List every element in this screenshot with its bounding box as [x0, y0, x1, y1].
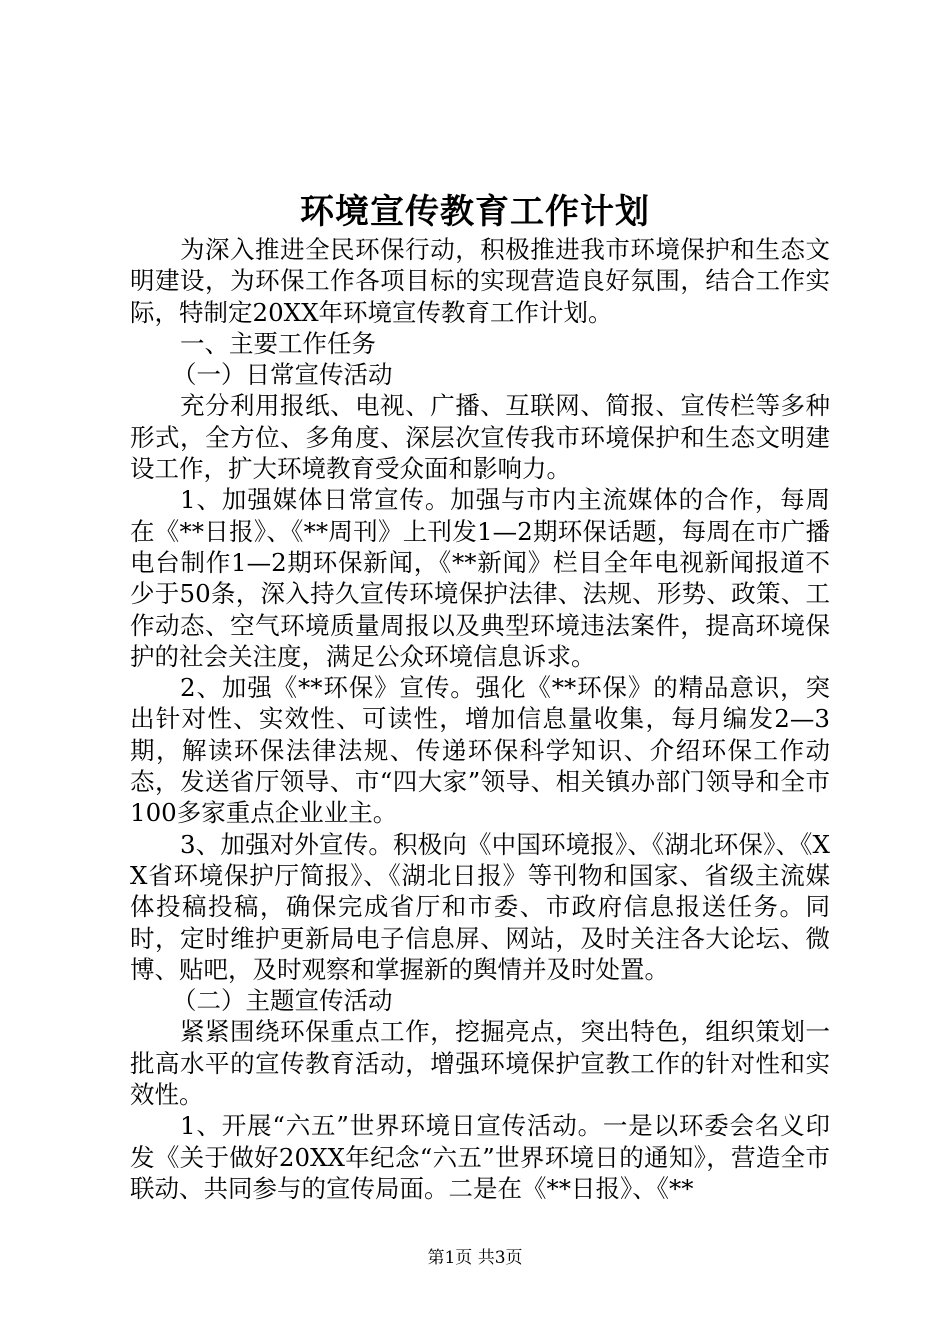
environment-journal-paragraph: 2、加强《**环保》宣传。强化《**环保》的精品意识，突出针对性、实效性、可读性，增加信息量收集，每月编发2—3期，解读环保法律法规、传递环保科学知识、介绍环保工作动态，发送省厅领导、市“四大家”领导、相关镇办部门领导和全市100多家重点企业业主。: [130, 673, 830, 828]
media-publicity-paragraph: 1、加强媒体日常宣传。加强与市内主流媒体的合作，每周在《**日报》、《**周刊》上刊发1—2期环保话题，每周在市广播电台制作1—2期环保新闻，《**新闻》栏目全年电视新闻报道不少于50条，深入持久宣传环境保护法律、法规、形势、政策、工作动态、空气环境质量周报以及典型环境违法案件，提高环境保护的社会关注度，满足公众环境信息诉求。: [130, 485, 830, 671]
document-body: [130, 234, 830, 1204]
environment-day-paragraph: 1、开展“六五”世界环境日宣传活动。一是以环委会名义印发《关于做好20XX年纪念“六五”世界环境日的通知》，营造全市联动、共同参与的宣传局面。二是在《**日报》、《**: [130, 1111, 830, 1203]
theme-publicity-paragraph: 紧紧围绕环保重点工作，挖掘亮点，突出特色，组织策划一批高水平的宣传教育活动，增强环境保护宣教工作的针对性和实效性。: [130, 1017, 830, 1110]
daily-publicity-paragraph: 充分利用报纸、电视、广播、互联网、简报、宣传栏等多种形式，全方位、多角度、深层次宣传我市环境保护和生态文明建设工作，扩大环境教育受众面和影响力。: [130, 391, 830, 484]
section-heading-main-tasks: 一、主要工作任务: [180, 328, 376, 358]
external-publicity-paragraph: 3、加强对外宣传。积极向《中国环境报》、《湖北环保》、《XX省环境保护厅简报》、《湖北日报》等刊物和国家、省级主流媒体投稿投稿，确保完成省厅和市委、市政府信息报送任务。同时，定时维护更新局电子信息屏、网站，及时关注各大论坛、微博、贴吧，及时观察和掌握新的舆情并及时处置。: [130, 829, 830, 984]
subsection-heading-daily-publicity: （一）日常宣传活动: [172, 360, 393, 390]
document-title: 环境宣传教育工作计划: [300, 192, 650, 232]
intro-paragraph: 为深入推进全民环保行动，积极推进我市环境保护和生态文明建设，为环保工作各项目标的实现营造良好氛围，结合工作实际，特制定20XX年环境宣传教育工作计划。: [130, 235, 830, 327]
subsection-heading-theme-publicity: （二）主题宣传活动: [172, 986, 393, 1016]
page-footer: 第1页 共3页: [427, 1248, 523, 1268]
